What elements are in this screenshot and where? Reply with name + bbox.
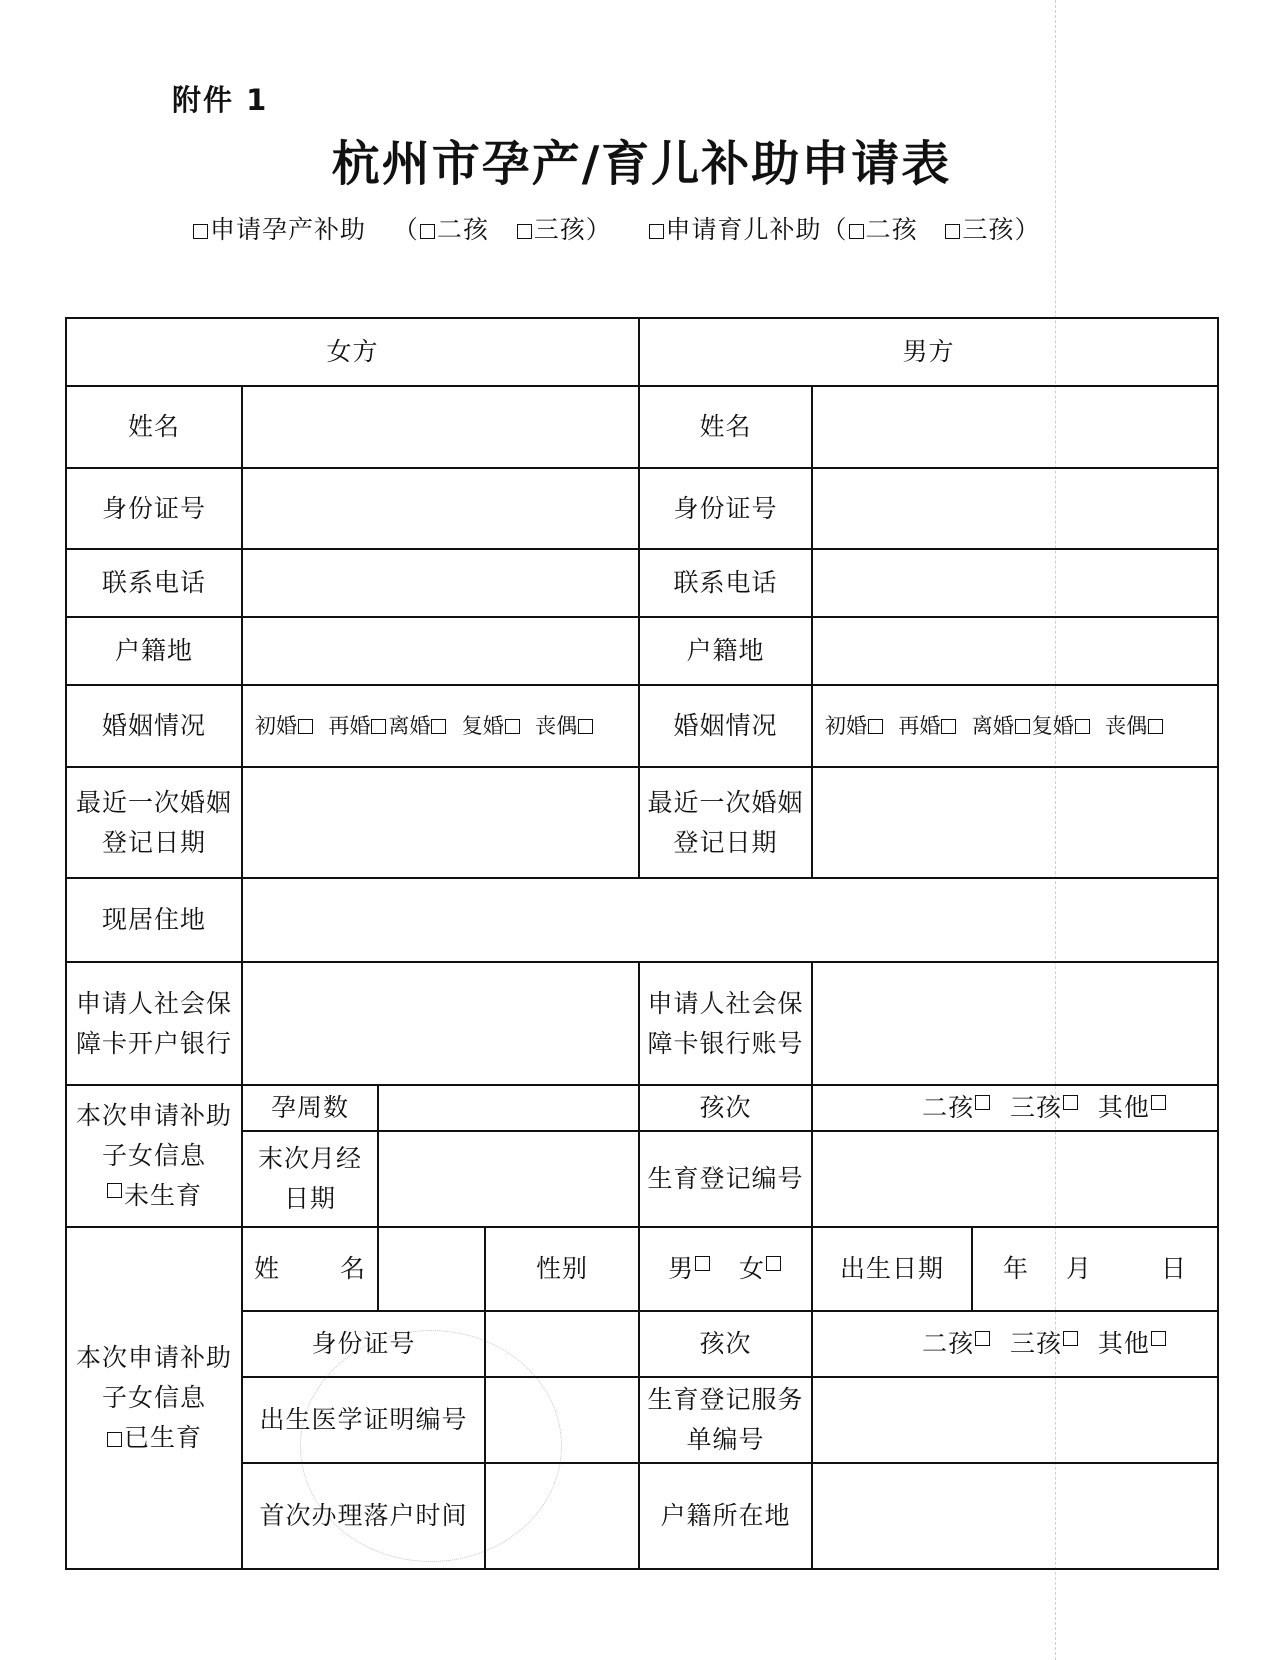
child-name-label xyxy=(242,1227,378,1311)
bank-label xyxy=(66,962,242,1085)
male-hukou-label: 户籍地 xyxy=(639,617,812,685)
male-widowed-label: 丧偶 xyxy=(1105,714,1148,738)
label-line: 障卡开户银行 xyxy=(75,1028,232,1058)
born-birth-order-options xyxy=(812,1311,1218,1377)
female-checkbox[interactable] xyxy=(766,1256,781,1271)
attachment-label: 附件 1 xyxy=(172,83,269,117)
label-line: 申请人社会保 xyxy=(647,988,804,1018)
female-reunited-checkbox[interactable] xyxy=(505,719,520,734)
birth-reg-no-field[interactable] xyxy=(812,1131,1218,1227)
born-checkbox[interactable] xyxy=(107,1432,122,1447)
male-phone-label: 联系电话 xyxy=(639,549,812,617)
birth-reg-no-label: 生育登记编号 xyxy=(639,1131,812,1227)
maternity-second-label: 二孩 xyxy=(436,215,489,244)
account-label xyxy=(639,962,812,1085)
unborn-section-label xyxy=(66,1085,242,1227)
male-id-field[interactable] xyxy=(812,468,1218,549)
male-widowed-checkbox[interactable] xyxy=(1148,719,1163,734)
male-last-marriage-field[interactable] xyxy=(812,767,1218,878)
label-line: 本次申请补助 xyxy=(75,1101,232,1130)
lmp-label xyxy=(242,1131,378,1227)
female-hukou-label: 户籍地 xyxy=(66,617,242,685)
female-first-marriage-label: 初婚 xyxy=(255,714,297,738)
female-marital-label: 婚姻情况 xyxy=(66,685,242,767)
female-id-label: 身份证号 xyxy=(66,468,242,549)
male-phone-field[interactable] xyxy=(812,549,1218,617)
label-line: 最近一次婚姻 xyxy=(75,787,232,817)
maternity-label: 申请孕产补助 xyxy=(210,215,367,244)
birth-cert-label: 出生医学证明编号 xyxy=(242,1377,485,1463)
residence-label: 现居住地 xyxy=(66,878,242,962)
female-label: 女 xyxy=(738,1254,765,1283)
label-line: 末次月经 xyxy=(257,1144,362,1173)
male-first-marriage-checkbox[interactable] xyxy=(868,719,883,734)
unborn-birth-order-label: 孩次 xyxy=(639,1085,812,1131)
hukou-location-field[interactable] xyxy=(812,1463,1218,1569)
born-section-label xyxy=(66,1227,242,1569)
account-field[interactable] xyxy=(812,962,1218,1085)
female-phone-label: 联系电话 xyxy=(66,549,242,617)
lmp-field[interactable] xyxy=(378,1131,639,1227)
birth-cert-field[interactable] xyxy=(485,1377,639,1463)
unborn-third-label: 三孩 xyxy=(1010,1093,1063,1122)
born-birth-order-label: 孩次 xyxy=(639,1311,812,1377)
female-divorced-label: 离婚 xyxy=(388,714,431,738)
childcare-checkbox[interactable] xyxy=(649,224,664,239)
residence-field[interactable] xyxy=(242,878,1218,962)
female-name-field[interactable] xyxy=(242,386,639,468)
childcare-third-label: 三孩 xyxy=(962,215,1015,244)
maternity-second-checkbox[interactable] xyxy=(420,224,435,239)
service-no-field[interactable] xyxy=(812,1377,1218,1463)
female-reunited-label: 复婚 xyxy=(461,714,504,738)
male-hukou-field[interactable] xyxy=(812,617,1218,685)
male-marital-options xyxy=(812,685,1218,767)
day-label: 日 xyxy=(1160,1254,1187,1283)
birth-date-label: 出生日期 xyxy=(812,1227,972,1311)
childcare-second-label: 二孩 xyxy=(865,215,918,244)
unborn-other-label: 其他 xyxy=(1097,1093,1150,1122)
gestational-weeks-label: 孕周数 xyxy=(242,1085,378,1131)
male-name-field[interactable] xyxy=(812,386,1218,468)
childcare-label: 申请育儿补助 xyxy=(665,215,822,244)
male-label: 男 xyxy=(668,1254,695,1283)
female-phone-field[interactable] xyxy=(242,549,639,617)
label-line: 登记日期 xyxy=(673,827,778,857)
label-line: 登记日期 xyxy=(101,827,206,857)
service-no-label xyxy=(639,1377,812,1463)
bank-field[interactable] xyxy=(242,962,639,1085)
gender-options xyxy=(639,1227,812,1311)
page-title: 杭州市孕产/育儿补助申请表 xyxy=(331,136,952,192)
gender-label: 性别 xyxy=(485,1227,639,1311)
label-char: 姓 xyxy=(253,1254,280,1283)
application-type-line: 申请孕产补助 （ 二孩 三孩） 申请育儿补助（ 二孩 三孩） xyxy=(192,210,1040,246)
born-other-label: 其他 xyxy=(1097,1329,1150,1358)
child-id-field[interactable] xyxy=(485,1311,639,1377)
label-line: 已生育 xyxy=(123,1423,202,1452)
child-id-label: 身份证号 xyxy=(242,1311,485,1377)
female-widowed-label: 丧偶 xyxy=(535,714,578,738)
childcare-second-checkbox[interactable] xyxy=(849,224,864,239)
female-last-marriage-field[interactable] xyxy=(242,767,639,878)
unborn-second-checkbox[interactable] xyxy=(975,1095,990,1110)
female-first-marriage-checkbox[interactable] xyxy=(298,719,313,734)
unborn-checkbox[interactable] xyxy=(107,1183,122,1198)
label-line: 子女信息 xyxy=(101,1141,206,1170)
maternity-third-label: 三孩 xyxy=(533,215,586,244)
born-second-label: 二孩 xyxy=(922,1329,975,1358)
first-hukou-label: 首次办理落户时间 xyxy=(242,1463,485,1569)
maternity-checkbox[interactable] xyxy=(193,224,208,239)
childcare-third-checkbox[interactable] xyxy=(945,224,960,239)
unborn-second-label: 二孩 xyxy=(922,1093,975,1122)
male-remarried-label: 再婚 xyxy=(898,714,941,738)
female-remarried-label: 再婚 xyxy=(328,714,371,738)
label-line: 日期 xyxy=(283,1184,336,1213)
unborn-birth-order-options xyxy=(812,1085,1218,1131)
label-line: 申请人社会保 xyxy=(75,988,232,1018)
birth-date-field[interactable] xyxy=(972,1227,1218,1311)
female-last-marriage-label xyxy=(66,767,242,878)
female-remarried-checkbox[interactable] xyxy=(371,719,386,734)
year-label: 年 xyxy=(1003,1254,1030,1283)
male-last-marriage-label xyxy=(639,767,812,878)
born-third-checkbox[interactable] xyxy=(1063,1331,1078,1346)
hukou-location-label: 户籍所在地 xyxy=(639,1463,812,1569)
male-header: 男方 xyxy=(639,318,1218,386)
born-other-checkbox[interactable] xyxy=(1151,1331,1166,1346)
label-line: 障卡银行账号 xyxy=(647,1028,804,1058)
unborn-other-checkbox[interactable] xyxy=(1151,1095,1166,1110)
male-divorced-checkbox[interactable] xyxy=(1015,719,1030,734)
female-header: 女方 xyxy=(66,318,639,386)
application-form-table xyxy=(65,317,1219,1570)
gestational-weeks-field[interactable] xyxy=(378,1085,639,1131)
child-name-field[interactable] xyxy=(378,1227,485,1311)
female-hukou-field[interactable] xyxy=(242,617,639,685)
unborn-third-checkbox[interactable] xyxy=(1063,1095,1078,1110)
born-second-checkbox[interactable] xyxy=(975,1331,990,1346)
female-id-field[interactable] xyxy=(242,468,639,549)
label-line: 生育登记服务 xyxy=(647,1385,804,1414)
male-remarried-checkbox[interactable] xyxy=(941,719,956,734)
born-third-label: 三孩 xyxy=(1010,1329,1063,1358)
male-checkbox[interactable] xyxy=(695,1256,710,1271)
label-char: 名 xyxy=(340,1254,367,1283)
maternity-third-checkbox[interactable] xyxy=(517,224,532,239)
male-marital-label: 婚姻情况 xyxy=(639,685,812,767)
male-divorced-label: 离婚 xyxy=(971,714,1014,738)
male-id-label: 身份证号 xyxy=(639,468,812,549)
label-line: 单编号 xyxy=(686,1425,765,1454)
female-name-label: 姓名 xyxy=(66,386,242,468)
label-line: 本次申请补助 xyxy=(75,1343,232,1372)
month-label: 月 xyxy=(1066,1254,1093,1283)
label-line: 子女信息 xyxy=(101,1383,206,1412)
male-first-marriage-label: 初婚 xyxy=(825,714,868,738)
first-hukou-field[interactable] xyxy=(485,1463,639,1569)
female-marital-options xyxy=(242,685,639,767)
female-widowed-checkbox[interactable] xyxy=(578,719,593,734)
male-reunited-label: 复婚 xyxy=(1031,714,1074,738)
label-line: 最近一次婚姻 xyxy=(647,787,804,817)
male-reunited-checkbox[interactable] xyxy=(1075,719,1090,734)
label-line: 未生育 xyxy=(123,1181,202,1210)
male-name-label: 姓名 xyxy=(639,386,812,468)
female-divorced-checkbox[interactable] xyxy=(431,719,446,734)
